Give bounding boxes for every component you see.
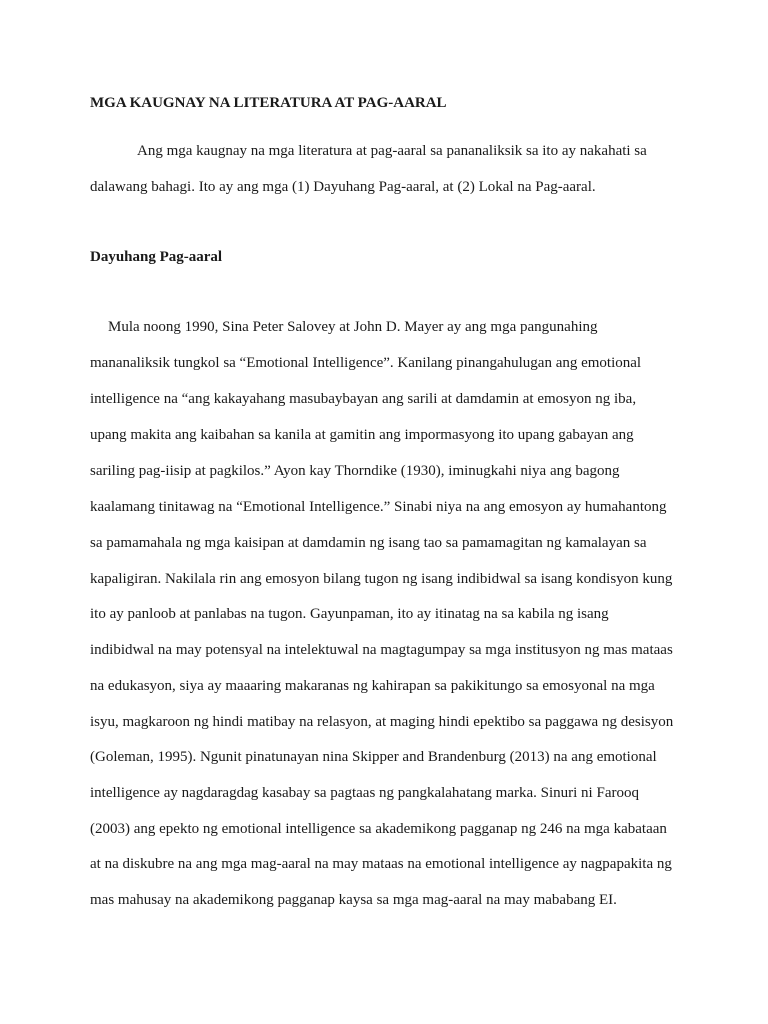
paragraph-line: (Goleman, 1995). Ngunit pinatunayan nina Skipper and Brandenburg (2013) na ang emotional xyxy=(90,749,657,765)
paragraph-line: mas mahusay na akademikong pagganap kaysa sa mga mag-aaral na may mababang EI. xyxy=(90,892,617,908)
paragraph-line: kapaligiran. Nakilala rin ang emosyon bilang tugon ng isang indibidwal sa isang kondisyon kung xyxy=(90,571,673,587)
paragraph-line: isyu, magkaroon ng hindi matibay na relasyon, at maging hindi epektibo sa paggawa ng desisyon xyxy=(90,714,674,730)
paragraph-line: at na diskubre na ang mga mag-aaral na may mataas na emotional intelligence ay nagpapakita ng xyxy=(90,856,672,872)
paragraph-line: upang makita ang kaibahan sa kanila at gamitin ang impormasyong ito upang gabayan ang xyxy=(90,427,634,443)
document-title: MGA KAUGNAY NA LITERATURA AT PAG-AARAL xyxy=(90,95,447,111)
paragraph-line: Mula noong 1990, Sina Peter Salovey at John D. Mayer ay ang mga pangunahing xyxy=(108,319,598,335)
paragraph-line: na edukasyon, siya ay maaaring makaranas ng kahirapan sa pakikitungo sa emosyonal na mga xyxy=(90,678,655,694)
paragraph-line: intelligence ay nagdaragdag kasabay sa pagtaas ng pangkalahatang marka. Sinuri ni Farooq xyxy=(90,785,639,801)
paragraph-line: mananaliksik tungkol sa “Emotional Intelligence”. Kanilang pinangahulugan ang emotional xyxy=(90,355,642,371)
intro-line: dalawang bahagi. Ito ay ang mga (1) Dayuhang Pag-aaral, at (2) Lokal na Pag-aaral. xyxy=(90,179,596,195)
paragraph-line: indibidwal na may potensyal na intelektuwal na magtagumpay sa mga institusyon ng mas mataas xyxy=(90,642,673,658)
intro-line: Ang mga kaugnay na mga literatura at pag-aaral sa pananaliksik sa ito ay nakahati sa xyxy=(137,143,647,159)
paragraph-line: sa pamamahala ng mga kaisipan at damdamin ng isang tao sa pamamagitan ng kamalayan sa xyxy=(90,535,647,551)
paragraph-line: sariling pag-iisip at pagkilos.” Ayon kay Thorndike (1930), iminugkahi niya ang bagong xyxy=(90,463,620,479)
paragraph-line: kaalamang tinitawag na “Emotional Intelligence.” Sinabi niya na ang emosyon ay humahantong xyxy=(90,499,667,515)
paragraph-line: intelligence na “ang kakayahang masubaybayan ang sarili at damdamin at emosyon ng iba, xyxy=(90,391,637,407)
paragraph-line: ito ay panloob at panlabas na tugon. Gayunpaman, ito ay itinatag na sa kabila ng isang xyxy=(90,606,609,622)
paragraph-line: (2003) ang epekto ng emotional intelligence sa akademikong pagganap ng 246 na mga kabataan xyxy=(90,821,667,837)
section-heading: Dayuhang Pag-aaral xyxy=(90,249,223,265)
